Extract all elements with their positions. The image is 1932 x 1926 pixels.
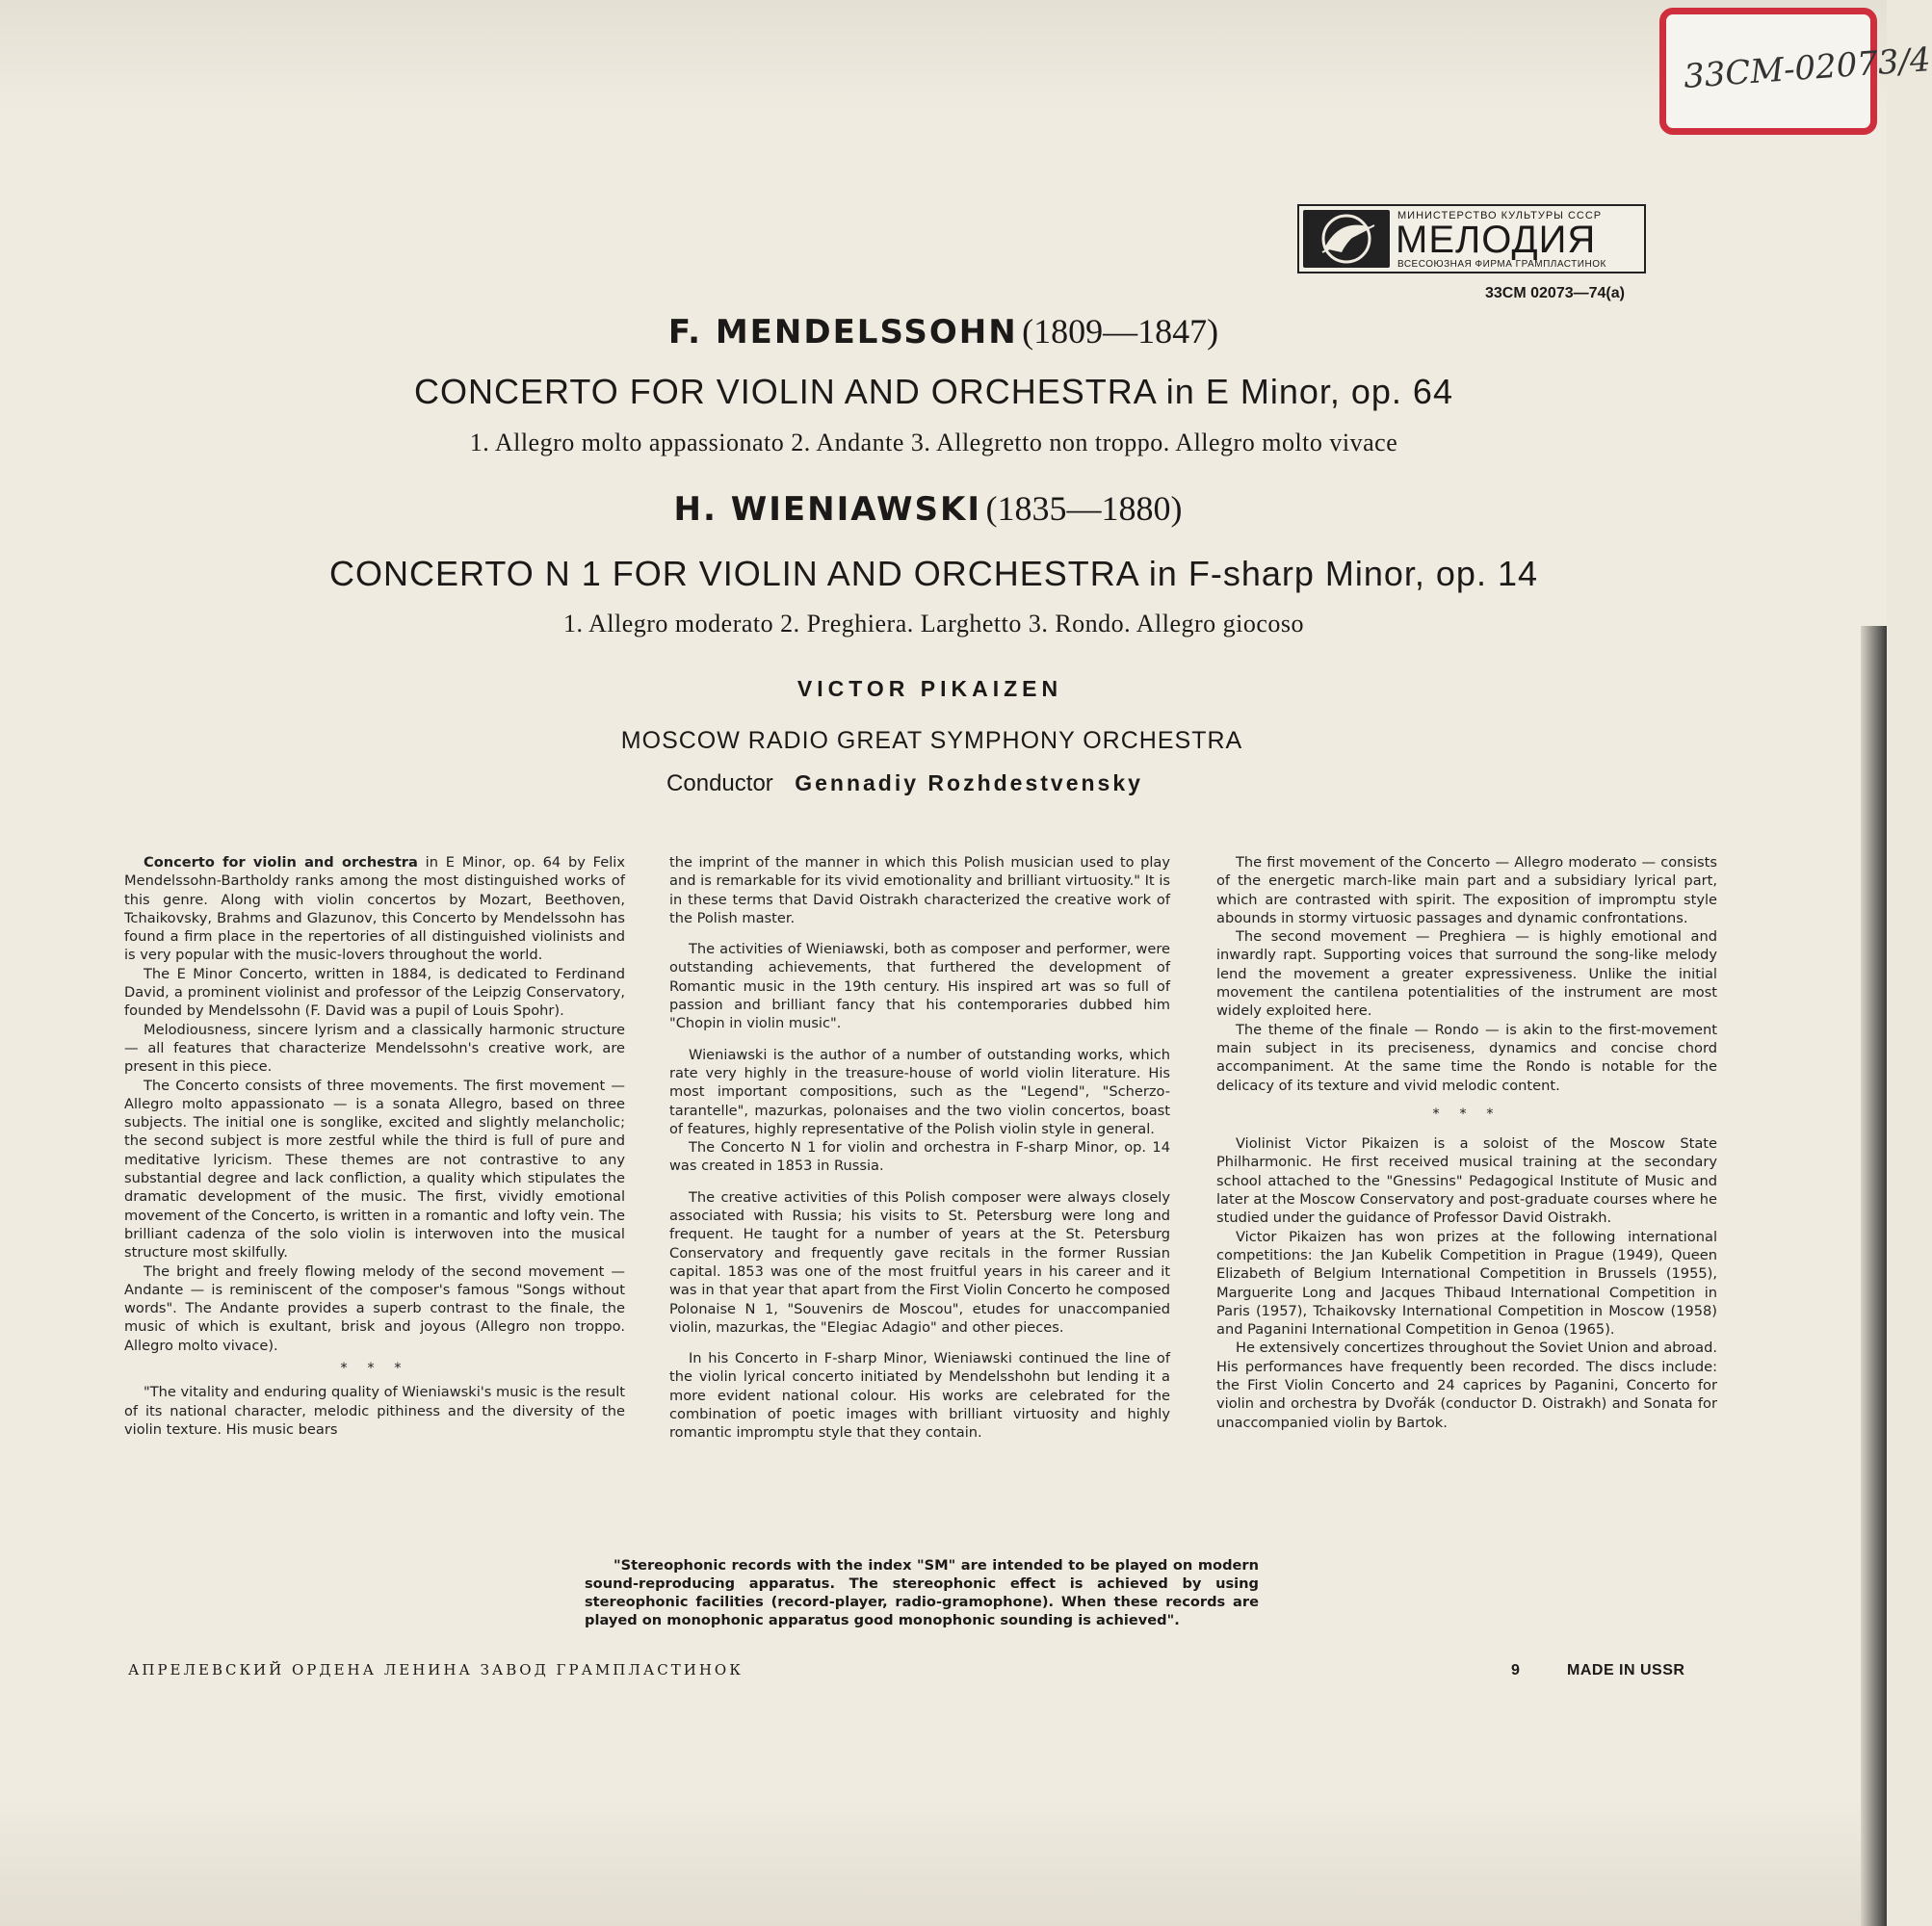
notes-paragraph: The theme of the finale — Rondo — is akin to the first-movement main subject in its preciseness, dynamics and concise chord accompaniment. At the same time the Rondo is notable for the delicacy of its texture and vivid melodic content. <box>1216 1021 1717 1094</box>
work-1-heading <box>0 311 1887 351</box>
notes-paragraph: Melodiousness, sincere lyrism and a classically harmonic structure — all features that characterize Mendelssohn's creative work, are present in this piece. <box>124 1021 625 1076</box>
notes-paragraph: Victor Pikaizen has won prizes at the following international competitions: the Jan Kubelik Competition in Prague (1949), Queen Elizabeth of Belgium International Competition in Brussels (1955), Marguerite Long and Jacques Thibaud International Competition in Paris (1957), Tchaikovsky International Competition in Moscow (1958) and Paganini International Competition in Genoa (1965). <box>1216 1228 1717 1339</box>
notes-column-3 <box>1216 853 1717 1432</box>
conductor-name: Gennadiy Rozhdestvensky <box>795 770 1143 795</box>
notes-paragraph: The first movement of the Concerto — Allegro moderato — consists of the energetic march-like main part and a subsidiary lyrical part, which are contrasted with spirit. The exposition of impromptu style abounds in stormy virtuosic passages and dynamic confrontations. <box>1216 854 1717 926</box>
work-1-composer: F. MENDELSSOHN <box>667 313 1018 351</box>
sticker-handwriting: 33СМ-02073/4 <box>1682 40 1932 96</box>
notes-paragraph: Violinist Victor Pikaizen is a soloist of the Moscow State Philharmonic. He first received musical training at the secondary school attached to the "Gnessins" Pedagogical Institute of Music and later at the Moscow Conservatory and post-graduate courses where he studied under the guidance of Professor David Oistrakh. <box>1216 1135 1717 1227</box>
logo-ministry-line: МИНИСТЕРСТВО КУЛЬТУРЫ СССР <box>1397 210 1603 221</box>
stereo-notice: "Stereophonic records with the index "SM" are intended to be played on modern sound-reproducing apparatus. The stereophonic effect is achieved by using stereophonic facilities (record-player, radio-gramophone). When these records are played on monophonic apparatus good monophonic sounding is achieved". <box>585 1557 1259 1628</box>
factory-imprint: АПРЕЛЕВСКИЙ ОРДЕНА ЛЕНИНА ЗАВОД ГРАМПЛАСТИНОК <box>128 1661 744 1679</box>
work-2-composer: H. WIENIAWSKI <box>673 490 982 529</box>
sleeve-right-edge <box>1861 626 1887 1926</box>
notes-paragraph: The bright and freely flowing melody of the second movement — Andante — is reminiscent of the composer's famous "Songs without words". The Andante provides a superb contrast to the finale, the music of which is exultant, brisk and joyous (Allegro non troppo. Allegro molto vivace). <box>124 1262 625 1354</box>
orchestra-name: MOSCOW RADIO GREAT SYMPHONY ORCHESTRA <box>620 727 1243 754</box>
logo-firm-line: ВСЕСОЮЗНАЯ ФИРМА ГРАМПЛАСТИНОК <box>1397 259 1606 270</box>
conductor-label: Conductor <box>666 770 773 796</box>
section-divider: * * * <box>340 1360 409 1377</box>
soloist-name: VICTOR PIKAIZEN <box>796 676 1063 701</box>
print-number: 9 <box>1511 1662 1520 1679</box>
melodiya-emblem-icon <box>1303 210 1390 268</box>
notes-paragraph: the imprint of the manner in which this Polish musician used to play and is remarkable for its vivid emotionality and brilliant virtuosity." It is in these terms that David Oistrakh characterized the creative work of the Polish master. <box>669 854 1170 926</box>
notes-paragraph: The creative activities of this Polish composer were always closely associated with Russia; his visits to St. Petersburg were long and frequent. He taught for a number of years at the St. Petersburg Conservatory and frequently gave recitals in the former Russian capital. 1853 was one of the most fruitful years in his career and it was in that year that apart from the First Violin Concerto he composed Polonaise N 1, "Souvenirs de Moscou", etudes for unaccompanied violin, mazurkas, the "Elegiac Adagio" and other pieces. <box>669 1188 1170 1336</box>
work-2-years: (1835—1880) <box>985 489 1183 528</box>
sleeve-top-edge <box>0 0 1932 111</box>
notes-paragraph: The Concerto N 1 for violin and orchestra in F-sharp Minor, op. 14 was created in 1853 in Russia. <box>669 1139 1170 1175</box>
notes-lead-bold: Concerto for violin and orchestra <box>144 854 418 871</box>
notes-paragraph: He extensively concertizes throughout the Soviet Union and abroad. His performances have frequently been recorded. The discs include: the First Violin Concerto and 24 caprices by Paganini, Concerto for violin and orchestra by Dvořák (conductor D. Oistrakh) and Sonata for unaccompanied violin by Bartok. <box>1216 1340 1717 1431</box>
notes-column-1 <box>124 853 625 1439</box>
notes-paragraph <box>124 853 625 965</box>
work-1-years: (1809—1847) <box>1022 312 1219 351</box>
notes-paragraph: The second movement — Preghiera — is highly emotional and inwardly rapt. Supporting voices that surround the song-like melody lend the movement a greater expressiveness. Unlike the initial movement the cantilena potentialities of the instrument are most widely exploited here. <box>1216 928 1717 1020</box>
notes-paragraph: "The vitality and enduring quality of Wieniawski's music is the result of its national character, melodic pithiness and the diversity of the violin texture. His music bears <box>124 1384 625 1438</box>
melodiya-logo <box>1297 204 1646 273</box>
work-2-movements: 1. Allegro moderato 2. Preghiera. Larghetto 3. Rondo. Allegro giocoso <box>562 610 1305 638</box>
notes-paragraph: The activities of Wieniawski, both as composer and performer, were outstanding achievements, that furthered the development of Romantic music in the 19th century. His inspired art was so full of passion and brilliant fancy that his contemporaries dubbed him "Chopin in violin music". <box>669 941 1170 1032</box>
work-1-movements: 1. Allegro molto appassionato 2. Andante 3. Allegretto non troppo. Allegro molto vivace <box>469 429 1398 456</box>
conductor-line <box>0 770 1848 797</box>
catalog-sticker <box>1659 8 1932 135</box>
notes-paragraph: Wieniawski is the author of a number of outstanding works, which rate very highly in the treasure-house of world violin literature. His most important compositions, such as the "Legend", "Scherzo-tarantelle", mazurkas, polonaises and the two violin concertos, boast of features, highly representative of the Polish violin style in general. <box>669 1046 1170 1137</box>
logo-name: МЕЛОДИЯ <box>1396 219 1597 261</box>
work-2-heading <box>0 488 1871 529</box>
section-divider: * * * <box>1432 1105 1501 1122</box>
notes-lead-rest: in E Minor, op. 64 by Felix Mendelssohn-Bartholdy ranks among the most distinguished works of this genre. Along with violin concertos by Mozart, Beethoven, Tchaikovsky, Brahms and Glazunov, this Concerto by Mendelssohn has found a firm place in the repertories of all distinguished violinists and is very popular with the music-lovers throughout the world. <box>124 854 625 964</box>
catalog-number: 33CM 02073—74(a) <box>1485 285 1625 301</box>
notes-column-2 <box>669 853 1170 1443</box>
work-2-title: CONCERTO N 1 FOR VIOLIN AND ORCHESTRA in F-sharp Minor, op. 14 <box>329 554 1538 593</box>
made-in-label: MADE IN USSR <box>1567 1662 1685 1679</box>
notes-paragraph: In his Concerto in F-sharp Minor, Wieniawski continued the line of the violin lyrical concerto initiated by Mendelsshohn but lending it a more evident national colour. His works are celebrated for the combination of poetic images with brilliant virtuosity and highly romantic impromptu style that they contain. <box>669 1350 1170 1442</box>
work-1-title: CONCERTO FOR VIOLIN AND ORCHESTRA in E Minor, op. 64 <box>414 372 1453 411</box>
notes-paragraph: The Concerto consists of three movements. The first movement — Allegro molto appassionato — is a sonata Allegro, based on three subjects. The initial one is songlike, excited and slightly melancholic; the second subject is more zestful while the third is full of pure and meditative lyricism. These themes are not contrastive to any substantial degree and lack confliction, a quality which stipulates the dramatic development of the music. The first, vividly emotional movement of the Concerto, is written in a romantic and lofty vein. The brilliant cadenza of the solo violin is interwoven into the musical structure most skilfully. <box>124 1077 625 1262</box>
sleeve-bottom-edge <box>0 1801 1887 1926</box>
notes-paragraph: The E Minor Concerto, written in 1884, is dedicated to Ferdinand David, a prominent violinist and professor of the Leipzig Conservatory, founded by Mendelssohn (F. David was a pupil of Louis Spohr). <box>124 965 625 1020</box>
